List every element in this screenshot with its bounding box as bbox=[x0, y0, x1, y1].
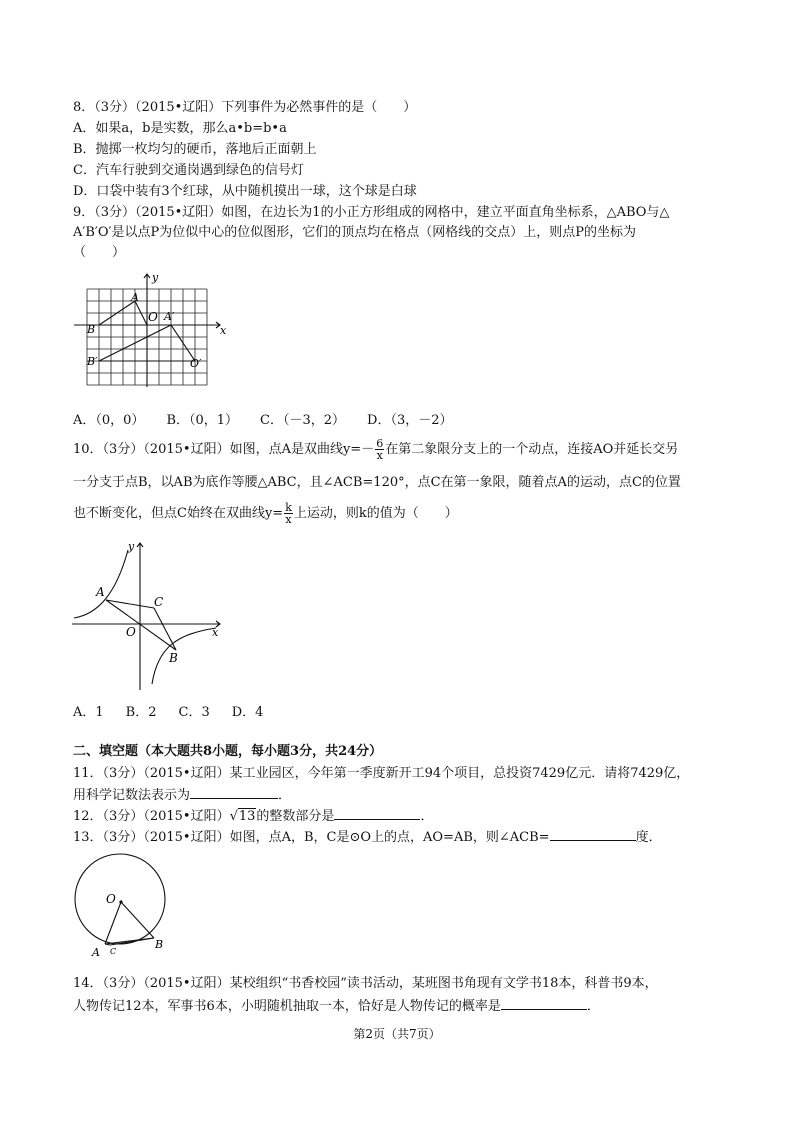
q10-fraction-k-over-x bbox=[284, 502, 293, 525]
q10-segment-ab bbox=[106, 600, 176, 650]
q9-stem-line2: A′B′O′是以点P为位似中心的位似图形，它们的顶点均在格点（网格线的交点）上，则点P的坐标为 bbox=[73, 225, 636, 240]
q10-stem-a: 10．（3分）（2015•辽阳）如图，点A是双曲线y=－ bbox=[73, 442, 375, 457]
q10-hyperbola-branch-2 bbox=[74, 550, 128, 618]
q8-stem: 8．（3分）（2015•辽阳）下列事件为必然事件的是（ ） bbox=[73, 100, 417, 115]
q9-label-x: x bbox=[220, 324, 227, 337]
q12-answer-blank bbox=[334, 806, 420, 820]
q14-answer-blank bbox=[501, 996, 587, 1010]
q13-circle-o bbox=[75, 854, 165, 944]
q10-label-o: O bbox=[126, 625, 136, 639]
q13-b: 度． bbox=[635, 830, 662, 845]
q10-line3-b: 上运动，则k的值为（ ） bbox=[293, 506, 458, 521]
q10-hyperbola-figure bbox=[68, 538, 228, 696]
q10-segment-ac bbox=[106, 600, 154, 608]
q10-option-b: B．2 bbox=[125, 705, 157, 720]
q9-grid-figure bbox=[70, 268, 235, 393]
q13-segment-oa bbox=[105, 902, 121, 944]
q13-segment-cb bbox=[110, 938, 154, 945]
q10-label-y: y bbox=[128, 540, 135, 553]
q8-option-a: A．如果a，b是实数，那么a•b=b•a bbox=[73, 121, 287, 136]
q8-option-c: C．汽车行驶到交通岗遇到绿色的信号灯 bbox=[73, 163, 304, 178]
q9-label-b-prime: B′ bbox=[87, 355, 98, 368]
q12-line bbox=[73, 806, 433, 825]
q10-frac2-den: x bbox=[285, 513, 292, 526]
q13-segment-ob bbox=[121, 902, 154, 938]
q9-option-d: D．（3，－2） bbox=[367, 413, 453, 428]
q10-hyperbola-branch-4 bbox=[152, 628, 216, 684]
q10-fraction-6-over-x bbox=[375, 438, 384, 461]
q9-option-c: C．（－3，2） bbox=[260, 413, 346, 428]
q12-radical-sign: √ bbox=[229, 809, 238, 824]
q12-b: 的整数部分是 bbox=[256, 809, 335, 824]
q9-label-o-prime: O′ bbox=[190, 357, 202, 370]
q13-center-dot bbox=[119, 900, 122, 903]
q10-line3-a: 也不断变化，但点C始终在双曲线y= bbox=[73, 506, 284, 521]
q9-options bbox=[73, 412, 475, 429]
q9-option-a: A．（0，0） bbox=[73, 413, 145, 428]
q11-line2-a: 用科学记数法表示为 bbox=[73, 788, 191, 803]
q14-line1: 14．（3分）（2015•辽阳）某校组织“书香校园”读书活动，某班图书角现有文学书18本，科普书9本， bbox=[73, 976, 658, 991]
page-footer: 第2页（共7页） bbox=[353, 1027, 441, 1041]
q9-option-b: B．（0，1） bbox=[166, 413, 239, 428]
q10-option-c: C．3 bbox=[178, 705, 210, 720]
q13-circle-figure bbox=[68, 850, 172, 960]
q10-stem-line1 bbox=[73, 438, 678, 461]
q9-stem-line3: （ ） bbox=[73, 245, 126, 260]
q11-answer-blank bbox=[190, 785, 278, 799]
q10-frac1-den: x bbox=[376, 449, 383, 462]
q13-label-a: A bbox=[92, 946, 100, 959]
q11-line1: 11．（3分）（2015•辽阳）某工业园区，今年第一季度新开工94个项目，总投资7429亿元．请将7429亿， bbox=[73, 766, 690, 781]
q9-label-a: A bbox=[131, 291, 139, 304]
q9-label-y: y bbox=[152, 271, 159, 284]
q10-label-c: C bbox=[154, 595, 164, 609]
q12-a: 12．（3分）（2015•辽阳） bbox=[73, 809, 230, 824]
q13-label-o: O bbox=[106, 892, 116, 906]
q9-label-o: O bbox=[148, 310, 158, 324]
q13-line bbox=[73, 827, 662, 846]
q13-label-b: B bbox=[155, 938, 164, 951]
q12-radicand: 13 bbox=[238, 809, 256, 824]
q13-segment-ac bbox=[105, 944, 110, 945]
q14-line2-b: ． bbox=[586, 999, 600, 1014]
q8-option-d: D．口袋中装有3个红球，从中随机摸出一球，这个球是白球 bbox=[73, 184, 417, 199]
q14-line2 bbox=[73, 996, 600, 1015]
q10-stem-line2: 一分支于点B，以AB为底作等腰△ABC，且∠ACB=120°，点C在第一象限，随着点A的运动，点C的位置 bbox=[73, 475, 681, 490]
q10-stem-line3 bbox=[73, 502, 458, 525]
q9-stem-line1: 9．（3分）（2015•辽阳）如图，在边长为1的小正方形组成的网格中，建立平面直角坐标系，△ABO与△ bbox=[73, 205, 670, 220]
q10-stem-b: 在第二象限分支上的一个动点，连接AO并延长交另 bbox=[385, 442, 679, 457]
q13-a: 13．（3分）（2015•辽阳）如图，点A，B，C是⊙O上的点，AO=AB，则∠ACB= bbox=[73, 830, 550, 845]
q9-label-a-prime: A′ bbox=[164, 310, 175, 323]
q10-option-d: D．4 bbox=[231, 705, 264, 720]
q10-options bbox=[73, 704, 285, 721]
q13-answer-blank bbox=[550, 827, 636, 841]
q10-label-a: A bbox=[96, 585, 105, 599]
q13-label-c: C bbox=[110, 947, 117, 956]
q11-line2-b: ． bbox=[278, 788, 292, 803]
q10-segment-cb bbox=[154, 608, 176, 650]
q10-frac1-num: 6 bbox=[376, 437, 384, 450]
q11-line2 bbox=[73, 785, 291, 804]
q10-label-x: x bbox=[212, 626, 219, 639]
q12-sqrt bbox=[230, 808, 257, 825]
section-2-title: 二、填空题（本大题共8小题，每小题3分，共24分） bbox=[73, 744, 383, 759]
q8-option-b: B．抛掷一枚均匀的硬币，落地后正面朝上 bbox=[73, 142, 317, 157]
q10-option-a: A．1 bbox=[73, 705, 104, 720]
q12-c: ． bbox=[420, 809, 434, 824]
q14-line2-a: 人物传记12本，军事书6本，小明随机抽取一本，恰好是人物传记的概率是 bbox=[73, 999, 501, 1014]
q10-frac2-num: k bbox=[285, 501, 292, 514]
q9-label-b: B bbox=[87, 323, 96, 336]
q10-label-b: B bbox=[169, 651, 178, 665]
